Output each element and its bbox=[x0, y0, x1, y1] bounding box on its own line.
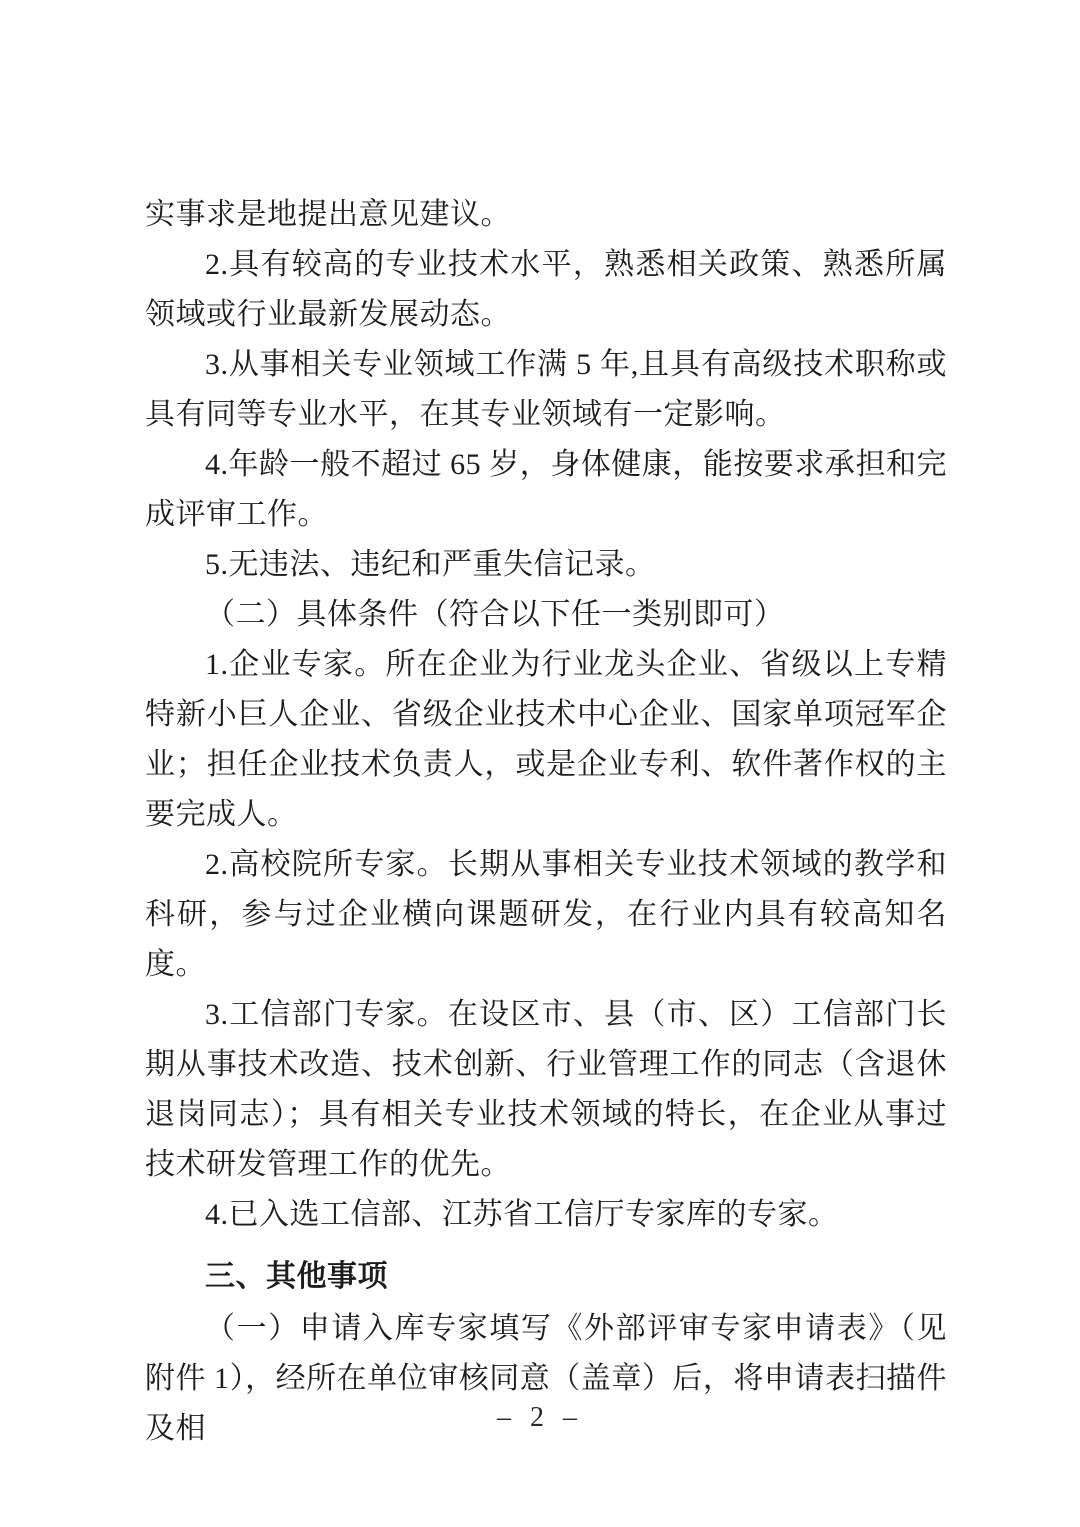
paragraph: （二）具体条件（符合以下任一类别即可） bbox=[205, 598, 785, 631]
paragraph: 2.具有较高的专业技术水平，熟悉相关政策、熟悉所属领域或行业最新发展动态。 bbox=[145, 248, 947, 331]
paragraph: 实事求是地提出意见建议。 bbox=[145, 198, 511, 231]
document-body bbox=[145, 190, 947, 1454]
paragraph: 1.企业专家。所在企业为行业龙头企业、省级以上专精特新小巨人企业、省级企业技术中心企业、国家单项冠军企业；担任企业技术负责人，或是企业专利、软件著作权的主要完成人。 bbox=[145, 648, 947, 831]
paragraph: 4.年龄一般不超过 65 岁，身体健康，能按要求承担和完成评审工作。 bbox=[145, 448, 947, 531]
page-number: – 2 – bbox=[497, 1402, 583, 1433]
paragraph: 2.高校院所专家。长期从事相关专业技术领域的教学和科研，参与过企业横向课题研发，在行业内具有较高知名度。 bbox=[145, 848, 947, 981]
paragraph: 3.从事相关专业领域工作满 5 年,且具有高级技术职称或具有同等专业水平，在其专业领域有一定影响。 bbox=[145, 348, 947, 431]
paragraph: 4.已入选工信部、江苏省工信厅专家库的专家。 bbox=[205, 1198, 839, 1231]
paragraph: （一）申请入库专家填写《外部评审专家申请表》（见附件 1），经所在单位审核同意（盖章）后，将申请表扫描件及相 bbox=[145, 1312, 947, 1445]
paragraph: 5.无违法、违纪和严重失信记录。 bbox=[205, 548, 656, 581]
section-heading: 三、其他事项 bbox=[205, 1260, 388, 1293]
page-footer bbox=[0, 1398, 1080, 1438]
paragraph: 3.工信部门专家。在设区市、县（市、区）工信部门长期从事技术改造、技术创新、行业管理工作的同志（含退休退岗同志）；具有相关专业技术领域的特长，在企业从事过技术研发管理工作的优先。 bbox=[145, 998, 947, 1181]
